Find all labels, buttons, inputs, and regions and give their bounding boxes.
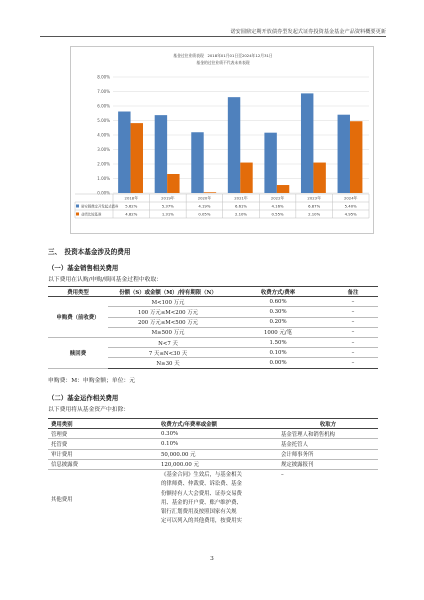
fee-range: N<7 天 xyxy=(108,337,228,347)
other-fee-description xyxy=(158,469,278,527)
x-tick-label: 2021年 xyxy=(234,195,248,201)
y-tick-label: 2.00% xyxy=(97,161,110,167)
fee-amount: 50,000.00 元 xyxy=(158,449,278,459)
data-label: 5.40% xyxy=(344,203,357,209)
legend-swatch xyxy=(76,205,79,208)
legend-swatch xyxy=(76,213,79,216)
legend-label: 业绩比较基准 xyxy=(81,212,102,217)
y-tick-label: 1.00% xyxy=(97,175,110,181)
bar xyxy=(313,163,325,193)
other-fee-line: 银行汇划费用及按照国家有关规 xyxy=(161,509,237,516)
y-tick-label: 4.00% xyxy=(97,132,110,138)
other-fee-line: 《基金合同》生效后，与基金相关 xyxy=(161,471,242,478)
header-fee-method: 收费方式/年费率或金额 xyxy=(158,419,278,429)
fee-payee-other: – xyxy=(281,471,284,478)
data-label: 2.10% xyxy=(234,211,248,217)
redemption-fee-label: 赎回费 xyxy=(48,337,108,368)
data-label: 0.05% xyxy=(198,211,211,217)
fee-range: N≥30 天 xyxy=(108,358,228,368)
table-row xyxy=(48,337,378,347)
fee-category: 审计费用 xyxy=(48,449,158,459)
fee-range: M<100 万元 xyxy=(108,297,228,307)
page-number: 3 xyxy=(210,556,214,562)
fee-amount: 0.10% xyxy=(158,439,278,449)
fee-category: 管理费 xyxy=(48,429,158,439)
data-label: 0.55% xyxy=(271,211,284,217)
other-fee-line: 定可以列入的其他费用，按费用实 xyxy=(161,518,242,525)
fee-rate: 0.60% xyxy=(228,297,328,307)
sales-table-header xyxy=(48,287,378,297)
fee-note: – xyxy=(328,317,378,327)
fee-category-other: 其他费用 xyxy=(51,496,73,503)
bar xyxy=(338,115,350,193)
other-fee-line: 用、基金的开户费、账户维护费、 xyxy=(161,499,242,506)
y-tick-label: 5.00% xyxy=(97,117,110,123)
ops-table-header xyxy=(48,419,378,429)
data-label: 5.62% xyxy=(125,203,138,209)
chart-subtitle: 基金的过往业绩不代表未来表现 xyxy=(196,60,250,65)
data-label: 2.10% xyxy=(308,211,321,217)
table-row xyxy=(48,469,378,527)
y-tick-label: 6.00% xyxy=(97,103,110,109)
sales-fees-intro: 以下费用在认购/申购/赎回基金过程中收取： xyxy=(48,277,163,283)
ops-fees-title: （二）基金运作相关费用 xyxy=(48,394,119,402)
fee-amount: 0.30% xyxy=(158,429,278,439)
fee-note: – xyxy=(328,348,378,358)
y-tick-label: 8.00% xyxy=(97,74,110,80)
bar xyxy=(118,112,130,193)
fee-amount: 120,000.00 元 xyxy=(158,459,278,469)
bar xyxy=(228,97,240,193)
fee-note: – xyxy=(328,337,378,347)
fee-range: 100 万元≤M<200 万元 xyxy=(108,307,228,317)
data-label: 1.31% xyxy=(161,211,174,217)
data-label: 6.61% xyxy=(234,203,248,209)
bar xyxy=(350,121,362,193)
header-note: 备注 xyxy=(328,287,378,297)
table-row xyxy=(48,429,378,439)
sales-fees-footnote: 申购费：M：申购金额；单位：元 xyxy=(48,378,136,384)
subscription-fee-label: 申购费（前收费） xyxy=(48,297,108,338)
bar xyxy=(191,132,203,193)
data-label: 4.19% xyxy=(198,203,211,209)
sales-fee-table xyxy=(48,286,378,369)
fee-rate: 0.10% xyxy=(228,348,328,358)
table-row xyxy=(48,297,378,307)
legend-label: 诺安圆鼎定开发起式债券 xyxy=(81,204,119,209)
fee-rate: 0.00% xyxy=(228,358,328,368)
fee-payee: 会计师事务所 xyxy=(278,449,378,459)
bar xyxy=(240,163,252,193)
section-3-title: 三、 投资本基金涉及的费用 xyxy=(48,248,131,256)
fee-payee: 规定披露报刊 xyxy=(278,459,378,469)
fee-note: – xyxy=(328,307,378,317)
fee-range: M≥500 万元 xyxy=(108,327,228,337)
header-range: 份额（S）或金额（M）/持有期限（N） xyxy=(108,287,228,297)
fee-rate: 0.20% xyxy=(228,317,328,327)
bar xyxy=(301,93,313,193)
fee-rate: 0.30% xyxy=(228,307,328,317)
x-tick-label: 2020年 xyxy=(197,195,212,201)
fee-range: 7 天≤N<30 天 xyxy=(108,348,228,358)
fee-note: – xyxy=(328,358,378,368)
chart-title: 基金过往业绩表现 2018年01月01日至2024年12月31日 xyxy=(173,53,273,58)
x-tick-label: 2019年 xyxy=(161,195,175,201)
data-label: 4.95% xyxy=(344,211,357,217)
operating-fee-table xyxy=(48,418,378,528)
y-tick-label: 0.00% xyxy=(97,190,110,196)
table-row xyxy=(48,449,378,459)
header-rate: 收费方式/费率 xyxy=(228,287,328,297)
header-fee-category: 费用类别 xyxy=(48,419,158,429)
sales-fees-title: （一）基金销售相关费用 xyxy=(48,264,119,272)
fee-category: 信息披露费 xyxy=(48,459,158,469)
other-fee-line: 的律师费、仲裁费、诉讼费、基金 xyxy=(161,481,242,488)
header-fee-type: 费用类型 xyxy=(48,287,108,297)
other-fee-line: 份额持有人大会费用、证券交易费 xyxy=(161,490,242,497)
performance-chart-svg xyxy=(71,47,375,235)
table-row xyxy=(48,459,378,469)
bar xyxy=(155,115,167,193)
x-tick-label: 2023年 xyxy=(307,195,321,201)
table-row xyxy=(48,439,378,449)
fee-range: 200 万元≤M<500 万元 xyxy=(108,317,228,327)
fee-note: – xyxy=(328,327,378,337)
data-label: 4.82% xyxy=(125,211,138,217)
fee-rate: 1000 元/笔 xyxy=(228,327,328,337)
page-header xyxy=(40,28,386,37)
fee-payee: 基金管理人和销售机构 xyxy=(278,429,378,439)
y-tick-label: 7.00% xyxy=(97,88,110,94)
bar xyxy=(264,133,276,193)
performance-chart xyxy=(70,46,374,234)
fee-payee: 基金托管人 xyxy=(278,439,378,449)
bar xyxy=(167,174,179,193)
x-tick-label: 2022年 xyxy=(270,195,285,201)
header-title: 诺安圆鼎定期开放债券型发起式证券投资基金基金产品资料概要更新 xyxy=(230,29,386,35)
bar xyxy=(131,123,143,193)
fee-category: 托管费 xyxy=(48,439,158,449)
header-payee: 收取方 xyxy=(278,419,378,429)
data-label: 5.37% xyxy=(161,203,174,209)
x-tick-label: 2024年 xyxy=(343,195,358,201)
ops-fees-intro: 以下费用将从基金资产中扣除： xyxy=(48,407,130,413)
fee-rate: 1.50% xyxy=(228,337,328,347)
bar xyxy=(277,185,289,193)
fee-note: – xyxy=(328,297,378,307)
x-tick-label: 2018年 xyxy=(124,195,139,201)
data-label: 4.16% xyxy=(271,203,284,209)
data-label: 6.87% xyxy=(308,203,321,209)
y-tick-label: 3.00% xyxy=(97,146,110,152)
bar xyxy=(204,192,216,193)
